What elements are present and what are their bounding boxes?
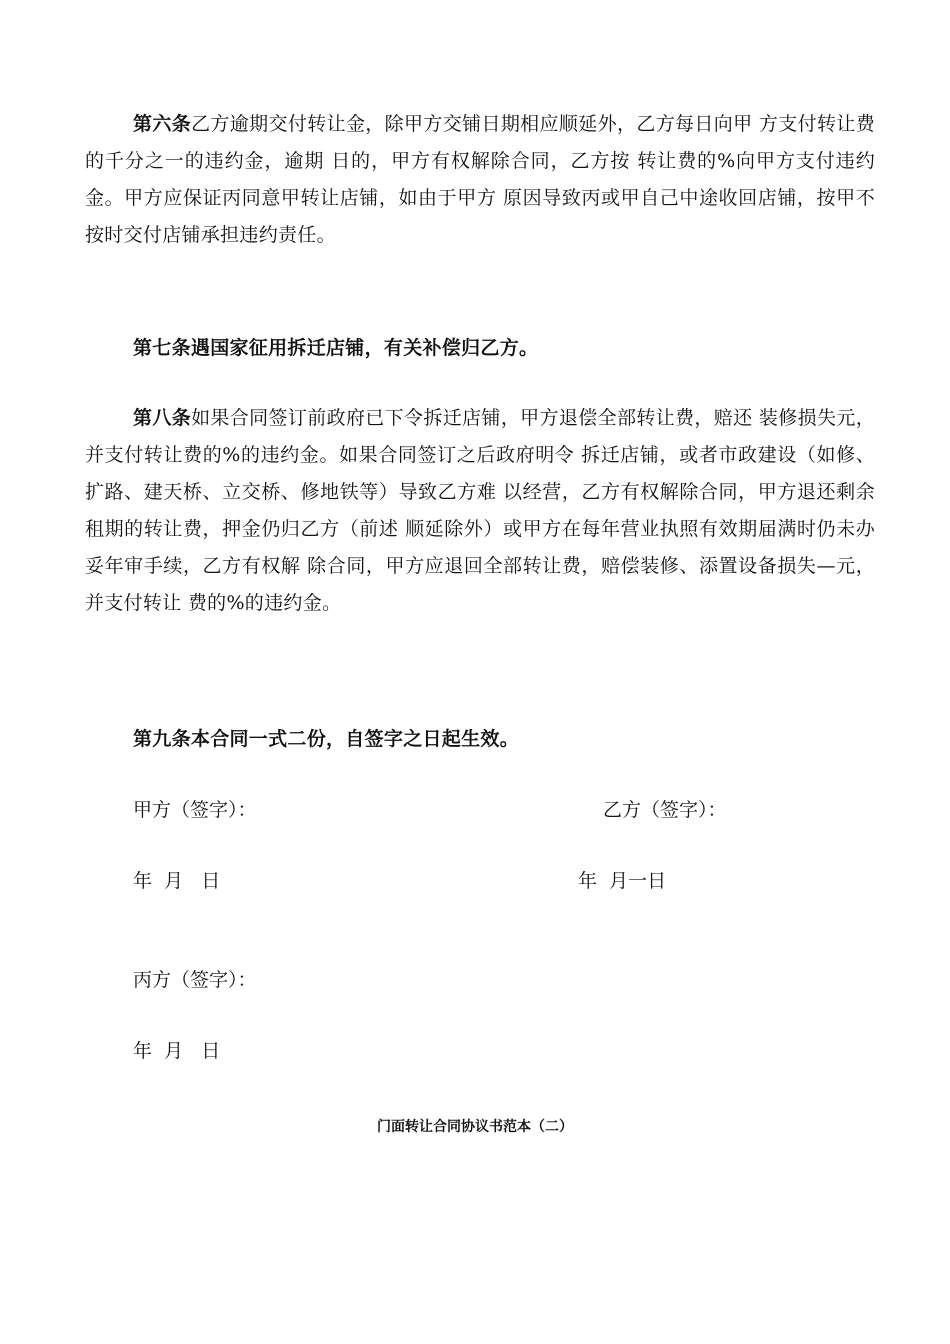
party-b-date: 年 月一日 bbox=[578, 870, 667, 892]
article-8 bbox=[85, 400, 875, 622]
party-a-signature-label: 甲方（签字）： bbox=[133, 799, 257, 821]
article-8-body: 如果合同签订前政府已下令拆迁店铺，甲方退偿全部转让费，赔还 装修损失元，并支付转让费的%的违约金。如果合同签订之后政府明令 拆迁店铺，或者市政建设（如修、扩路、建天桥、立交桥、修地铁等）导致乙方难 以经营，乙方有权解除合同，甲方退还剩余租期的转让费，押金仍归乙方（前述 顺延除外）或甲方在每年营业执照有效期届满时仍未办妥年审手续，乙方有权解 除合同，甲方应退回全部转让费，赔偿装修、添置设备损失—元，并支付转让 费的%的违约金。 bbox=[85, 407, 875, 614]
party-b-signature-label: 乙方（签字）： bbox=[603, 799, 727, 821]
article-8-heading: 第八条 bbox=[133, 407, 192, 429]
party-c-date: 年 月 日 bbox=[133, 1040, 221, 1062]
party-c-signature-label: 丙方（签字）： bbox=[133, 969, 257, 991]
party-a-date: 年 月 日 bbox=[133, 870, 221, 892]
article-6-body: 乙方逾期交付转让金，除甲方交铺日期相应顺延外，乙方每日向甲 方支付转让费的千分之一的违约金，逾期 日的，甲方有权解除合同，乙方按 转让费的%向甲方支付违约金。甲方应保证丙同意甲转让店铺，如由于甲方 原因导致丙或甲自己中途收回店铺，按甲不按时交付店铺承担违约责任。 bbox=[85, 113, 875, 246]
article-6-heading: 第六条 bbox=[133, 113, 192, 135]
article-6 bbox=[85, 106, 875, 254]
article-9: 第九条本合同一式二份，自签字之日起生效。 bbox=[133, 728, 520, 750]
article-7: 第七条遇国家征用拆迁店铺，有关补偿归乙方。 bbox=[133, 337, 539, 359]
footer-title: 门面转让合同协议书范本（二） bbox=[377, 1119, 573, 1135]
